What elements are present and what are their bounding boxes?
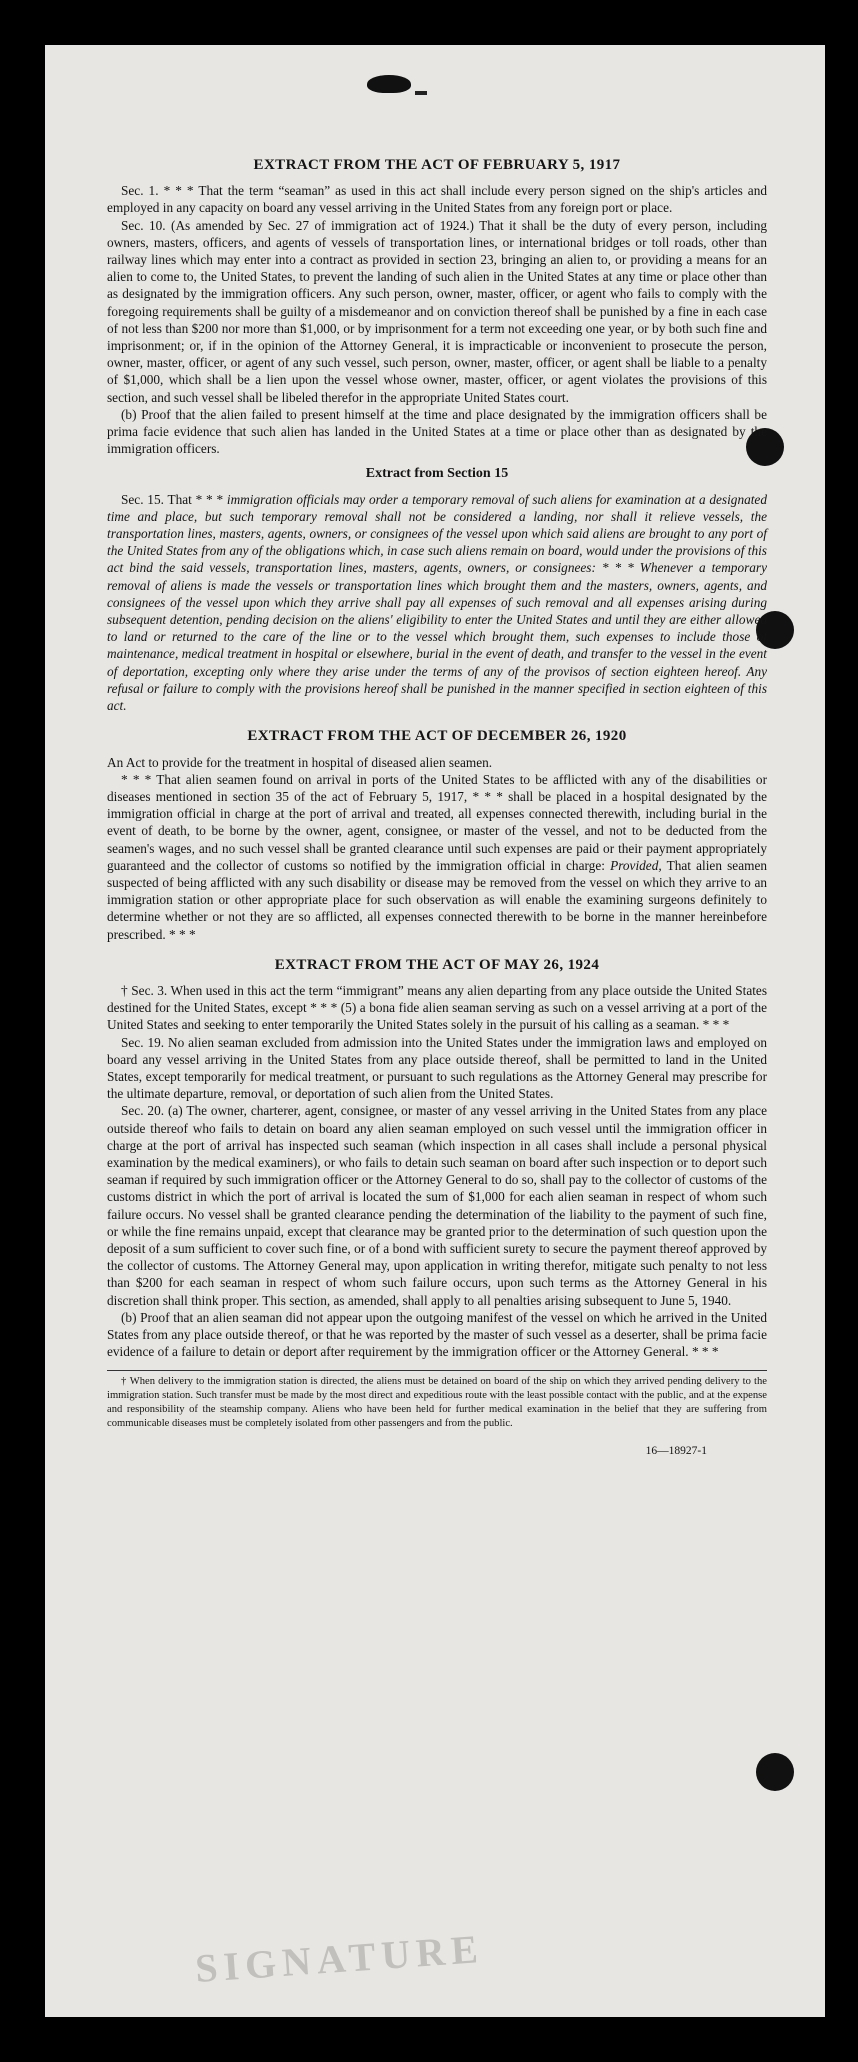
provided-word: Provided, bbox=[610, 857, 662, 873]
torn-corner-mark bbox=[367, 75, 411, 93]
sec-3-paragraph: † Sec. 3. When used in this act the term “immigrant” means any alien departing from any place outside the United States destined for the United States, except * * * (5) a bona fide alien seaman serving as such on a vessel arriving at a port of the United States and seeking to enter temporarily the United States solely in the pursuit of his calling as a seaman. * * * bbox=[107, 982, 767, 1033]
sec-10b-paragraph: (b) Proof that the alien failed to present himself at the time and place designated by the immigration officers shall be prima facie evidence that such alien has landed in the United States at a time or place other than as designated by the immigration officers. bbox=[107, 406, 767, 457]
heading-act-1920: EXTRACT FROM THE ACT OF DECEMBER 26, 1920 bbox=[247, 728, 627, 745]
sec-15-paragraph bbox=[107, 491, 767, 715]
heading-section-15: Extract from Section 15 bbox=[365, 466, 509, 482]
sec-15-lead: Sec. 15. That * * * bbox=[121, 491, 227, 507]
heading-act-1917: EXTRACT FROM THE ACT OF FEBRUARY 5, 1917 bbox=[253, 157, 621, 173]
sec-15-body: immigration officials may order a temporary removal of such aliens for examination at a designated time and place, but such temporary removal shall not be considered a landing, nor shall it relieve vessels, the transportation lines, masters, agents, owners, or consignees of the vessel upon which said aliens are brought to any port of the United States from any of the obligations which, in case such aliens remain on board, would under the provisions of this act bind the said vessels, transportation lines, masters, agents, owners, or consignees: * * * Whenever a temporary removal of aliens is made the vessels or transportation lines which brought them and the masters, owners, agents, and consignees of the vessel upon which they arrive shall pay all expenses of such removal and all expenses arising during subsequent detention, pending decision on the aliens' eligibility to enter the United States and until they are either allowed to land or returned to the care of the line or to the vessel which brought them, such expenses to include those of maintenance, medical treatment in hospital or elsewhere, burial in the event of death, and transfer to the vessel in the event of deportation, excepting only where they arise under the terms of any of the provisos of section eighteen hereof. Any refusal or failure to comply with the provisions hereof shall be punished in the manner specified in section eighteen of this act. bbox=[107, 491, 767, 714]
punch-hole bbox=[756, 1753, 794, 1791]
heading-act-1924: EXTRACT FROM THE ACT OF MAY 26, 1924 bbox=[274, 956, 600, 973]
footnote-text: † When delivery to the immigration station is directed, the aliens must be detained on board of the ship on which they arrived pending delivery to the immigration station. Such transfer must be made by the most direct and expeditious route with the least possible contact with the public, and at the expense and responsibility of the steamship company. Aliens who have been held for further medical examination in the belief that they are suffering from communicable diseases must be completely isolated from other passengers and from the public. bbox=[107, 1376, 767, 1429]
act-1920-text-b: That alien seamen suspected of being afflicted with any such disability or disease may be removed from the vessel on which they arrive to an immigration station or other appropriate place for such observation as will enable the examining surgeons definitely to determine whether or not they are so afflicted, all expenses connected therewith to be borne in the manner hereinbefore prescribed. * * * bbox=[107, 857, 768, 942]
form-code: 16—18927-1 bbox=[645, 1444, 707, 1457]
sec-1-paragraph: Sec. 1. * * * That the term “seaman” as used in this act shall include every person signed on the ship's articles and employed in any capacity on board any vessel arriving in the United States from any foreign port or place. bbox=[107, 183, 767, 216]
sec-20a-paragraph: Sec. 20. (a) The owner, charterer, agent, consignee, or master of any vessel arriving in the United States from any place outside thereof who fails to detain on board any alien seaman employed on such vessel until the immigration officer in charge at the port of arrival has inspected such seaman (which inspection in all cases shall include a personal physical examination by the medical examiners), or who fails to detain such seaman on board after such inspection or to deport such seaman if required by such immigration officer or the Attorney General to do so, shall pay to the collector of customs of the customs district in which the port of arrival is located the sum of $1,000 for each alien seaman in respect of whom such failure occurs. No vessel shall be granted clearance pending the determination of the liability to the payment of such fine, or while the fine remains unpaid, except that clearance may be granted prior to the determination of such question upon the deposit of a sum sufficient to cover such fine, or of a bond with sufficient surety to secure the payment thereof approved by the collector of customs. The Attorney General may, upon application in writing therefor, mitigate such penalty to not less than $200 for each seaman in respect of whom such failure occurs, upon such terms as the Attorney General in his discretion shall think proper. This section, as amended, shall apply to all penalties arising subsequent to June 5, 1940. bbox=[107, 1103, 767, 1308]
sec-20b-paragraph: (b) Proof that an alien seaman did not appear upon the outgoing manifest of the vessel on which he arrived in the United States from any place outside thereof, or that he was reported by the master of such vessel as a deserter, shall be prima facie evidence of a failure to detain or deport after requirement by the immigration officer or the Attorney General. * * * bbox=[107, 1309, 767, 1360]
footnote-divider bbox=[107, 1370, 767, 1371]
act-1920-text-a: * * * That alien seamen found on arrival in ports of the United States to be afflicted with any of the disabilities or diseases mentioned in section 35 of the act of February 5, 1917, * * * shall be placed in a hospital designated by the immigration official in charge at the port of arrival and treated, all expenses connected therewith, including burial in the event of death, to be borne by the owner, agent, consignee, or master of the vessel, and not to be deducted from the seamen's wages, and no such vessel shall be granted clearance until such expenses are paid or their payment appropriately guaranteed and the collector of customs so notified by the immigration official in charge: bbox=[107, 771, 767, 873]
document-body bbox=[107, 157, 767, 1460]
footnote bbox=[107, 1375, 767, 1430]
document-page bbox=[45, 45, 825, 2017]
sec-19-paragraph: Sec. 19. No alien seaman excluded from admission into the United States under the immigration laws and employed on board any vessel arriving in the United States from any place outside thereof, shall be permitted to land in the United States, except temporarily for medical treatment, or pursuant to such regulations as the Attorney General may prescribe for the ultimate departure, removal, or deportation of such alien from the United States. bbox=[107, 1034, 767, 1102]
tear-line bbox=[415, 91, 427, 95]
act-1920-paragraph bbox=[107, 771, 767, 943]
faded-stamp: SIGNATURE bbox=[193, 1925, 486, 1992]
sec-10-paragraph: Sec. 10. (As amended by Sec. 27 of immigration act of 1924.) That it shall be the duty of every person, including owners, masters, officers, and agents of vessels of transportation lines, or international bridges or toll roads, other than railway lines which may enter into a contract as provided in section 23, bringing an alien to, or providing a means for an alien to come to, the United States, to prevent the landing of such alien in the United States at any time or place other than as designated by the immigration officers. Any such person, owner, master, officer, or agent who fails to comply with the foregoing requirements shall be guilty of a misdemeanor and on conviction thereof shall be punished by a fine in each case of not less than $200 nor more than $1,000, or by imprisonment for a term not exceeding one year, or by both such fine and imprisonment; or, if in the opinion of the Attorney General, it is impracticable or inconvenient to prosecute the person, owner, master, officer, or agent of any such vessel, such person, owner, master, officer, or agent shall be liable to a penalty of $1,000, which shall be a lien upon the vessel whose owner, master, officer, or agent violates the provisions of this section, and such vessel shall be libeled therefor in the appropriate United States court. bbox=[107, 217, 767, 405]
act-1920-title: An Act to provide for the treatment in hospital of diseased alien seamen. bbox=[107, 754, 493, 770]
